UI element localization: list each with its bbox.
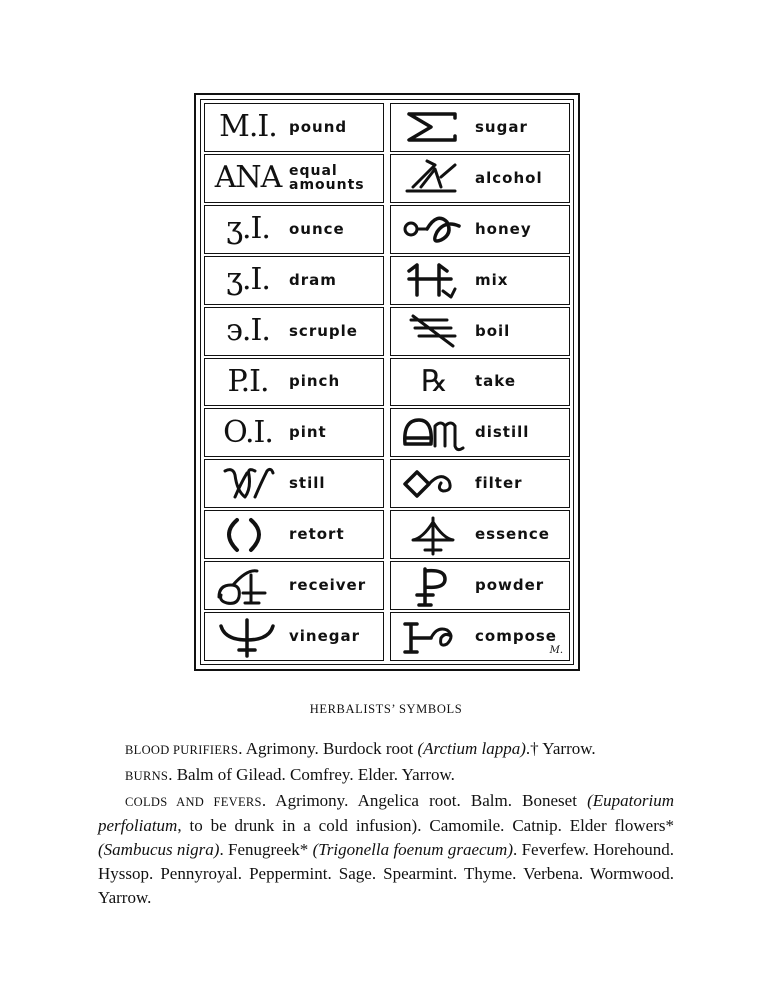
symbols-table-inner bbox=[200, 99, 574, 665]
entry-colds-and-fevers bbox=[98, 789, 674, 910]
mix-glyph bbox=[397, 259, 471, 301]
pinch-symbol-text: P.I. bbox=[227, 363, 269, 399]
ounce-label: ounce bbox=[289, 219, 345, 238]
artist-signature: M. bbox=[549, 645, 563, 656]
left-column bbox=[204, 102, 384, 662]
dram-symbol-text: ʒ.I. bbox=[226, 262, 270, 298]
boil-glyph bbox=[397, 310, 471, 352]
entry-burns bbox=[98, 763, 674, 789]
pound-label: pound bbox=[289, 117, 348, 136]
scruple-symbol-text: ϶.I. bbox=[226, 313, 270, 349]
distill-symbol-icon bbox=[397, 412, 471, 454]
compose-label: compose bbox=[475, 627, 557, 646]
scruple-label: scruple bbox=[289, 321, 358, 340]
sugar-label: sugar bbox=[475, 117, 528, 136]
entry-text: . Fenugreek* bbox=[219, 840, 313, 860]
alcohol-glyph bbox=[397, 157, 471, 199]
entry-text: .† Yarrow. bbox=[525, 739, 596, 758]
symbol-cell-sugar bbox=[390, 103, 570, 152]
symbol-cell-mix bbox=[390, 256, 570, 305]
entry-heading: COLDS AND FEVERS bbox=[125, 794, 262, 809]
entry-heading: BURNS bbox=[125, 768, 169, 783]
dram-symbol bbox=[211, 259, 285, 301]
remedy-entries bbox=[98, 737, 674, 910]
latin-name: (Eupatorium perfoliatum bbox=[98, 790, 674, 836]
entry-text: . Feverfew. Horehound. Hyssop. Pennyroyal. Peppermint. Sage. Spearmint. Thyme. Verbena. Wormwood. Yarrow. bbox=[98, 840, 674, 907]
symbol-cell-dram bbox=[204, 256, 384, 305]
distill-label: distill bbox=[475, 423, 530, 442]
symbol-cell-pinch bbox=[204, 358, 384, 407]
latin-name: (Arctium lappa) bbox=[417, 739, 526, 758]
compose-glyph bbox=[397, 616, 471, 658]
receiver-label: receiver bbox=[289, 576, 367, 595]
symbol-cell-alcohol bbox=[390, 154, 570, 203]
symbol-cell-still bbox=[204, 459, 384, 508]
retort-glyph bbox=[211, 514, 285, 556]
filter-label: filter bbox=[475, 474, 523, 493]
equal-amounts-label: equal amounts bbox=[289, 163, 365, 194]
entry-heading: BLOOD PURIFIERS bbox=[125, 743, 239, 757]
symbol-cell-receiver bbox=[204, 561, 384, 610]
ounce-symbol bbox=[211, 208, 285, 250]
distill-glyph bbox=[397, 412, 471, 454]
symbol-cell-compose bbox=[390, 612, 570, 661]
symbol-cell-honey bbox=[390, 205, 570, 254]
still-label: still bbox=[289, 474, 326, 493]
entry-text: . Agrimony. Angelica root. Balm. Boneset bbox=[261, 790, 588, 810]
filter-symbol-icon bbox=[397, 463, 471, 505]
take-symbol bbox=[397, 361, 471, 403]
compose-symbol-icon bbox=[397, 616, 471, 658]
symbol-cell-pound bbox=[204, 103, 384, 152]
still-symbol-icon bbox=[211, 463, 285, 505]
essence-label: essence bbox=[475, 525, 550, 544]
entry-text: . Balm of Gilead. Comfrey. Elder. Yarrow. bbox=[168, 764, 455, 784]
pint-symbol-text: O.I. bbox=[223, 414, 273, 450]
vinegar-symbol-icon bbox=[211, 616, 285, 658]
right-column bbox=[390, 102, 570, 662]
symbol-cell-ounce bbox=[204, 205, 384, 254]
equal-amounts-symbol-text: ANA bbox=[214, 160, 282, 196]
latin-name: (Trigonella foenum graecum) bbox=[312, 840, 513, 860]
symbol-cell-essence bbox=[390, 510, 570, 559]
pound-symbol-text: M.I. bbox=[219, 109, 277, 145]
entry-text: , to be drunk in a cold infusion). Camomile. Catnip. Elder flowers* bbox=[177, 816, 674, 836]
entry-blood-purifiers bbox=[98, 737, 674, 763]
honey-label: honey bbox=[475, 219, 532, 238]
dram-label: dram bbox=[289, 270, 337, 289]
essence-symbol-icon bbox=[397, 514, 471, 556]
vinegar-glyph bbox=[211, 616, 285, 658]
pound-symbol bbox=[211, 106, 285, 148]
powder-symbol-icon bbox=[397, 565, 471, 607]
symbols-table bbox=[194, 93, 580, 671]
symbol-cell-distill bbox=[390, 408, 570, 457]
symbol-cell-filter bbox=[390, 459, 570, 508]
pint-symbol bbox=[211, 412, 285, 454]
pinch-symbol bbox=[211, 361, 285, 403]
sugar-symbol-icon bbox=[397, 106, 471, 148]
symbol-cell-powder bbox=[390, 561, 570, 610]
retort-label: retort bbox=[289, 525, 345, 544]
symbol-cell-vinegar bbox=[204, 612, 384, 661]
boil-label: boil bbox=[475, 321, 511, 340]
equal-amounts-symbol bbox=[211, 157, 285, 199]
alcohol-symbol-icon bbox=[397, 157, 471, 199]
boil-symbol-icon bbox=[397, 310, 471, 352]
alcohol-label: alcohol bbox=[475, 168, 543, 187]
still-glyph bbox=[211, 463, 285, 505]
take-symbol-text: ℞ bbox=[421, 363, 447, 399]
honey-symbol-icon bbox=[397, 208, 471, 250]
symbol-cell-retort bbox=[204, 510, 384, 559]
receiver-symbol-icon bbox=[211, 565, 285, 607]
essence-glyph bbox=[397, 514, 471, 556]
symbol-cell-equal-amounts bbox=[204, 154, 384, 203]
powder-glyph bbox=[397, 565, 471, 607]
mix-label: mix bbox=[475, 270, 509, 289]
entry-text: . Agrimony. Burdock root bbox=[238, 739, 418, 758]
take-label: take bbox=[475, 372, 517, 391]
symbol-cell-scruple bbox=[204, 307, 384, 356]
powder-label: powder bbox=[475, 576, 545, 595]
scruple-symbol bbox=[211, 310, 285, 352]
table-caption: HERBALISTS’ SYMBOLS bbox=[309, 702, 463, 716]
mix-symbol-icon bbox=[397, 259, 471, 301]
pint-label: pint bbox=[289, 423, 327, 442]
retort-symbol-icon bbox=[211, 514, 285, 556]
receiver-glyph bbox=[211, 565, 285, 607]
pinch-label: pinch bbox=[289, 372, 341, 391]
ounce-symbol-text: ʒ.I. bbox=[226, 211, 270, 247]
symbol-cell-take bbox=[390, 358, 570, 407]
honey-glyph bbox=[397, 208, 471, 250]
vinegar-label: vinegar bbox=[289, 627, 361, 646]
sugar-glyph bbox=[397, 106, 471, 148]
filter-glyph bbox=[397, 463, 471, 505]
symbol-cell-pint bbox=[204, 408, 384, 457]
latin-name: (Sambucus nigra) bbox=[98, 840, 220, 860]
symbol-cell-boil bbox=[390, 307, 570, 356]
